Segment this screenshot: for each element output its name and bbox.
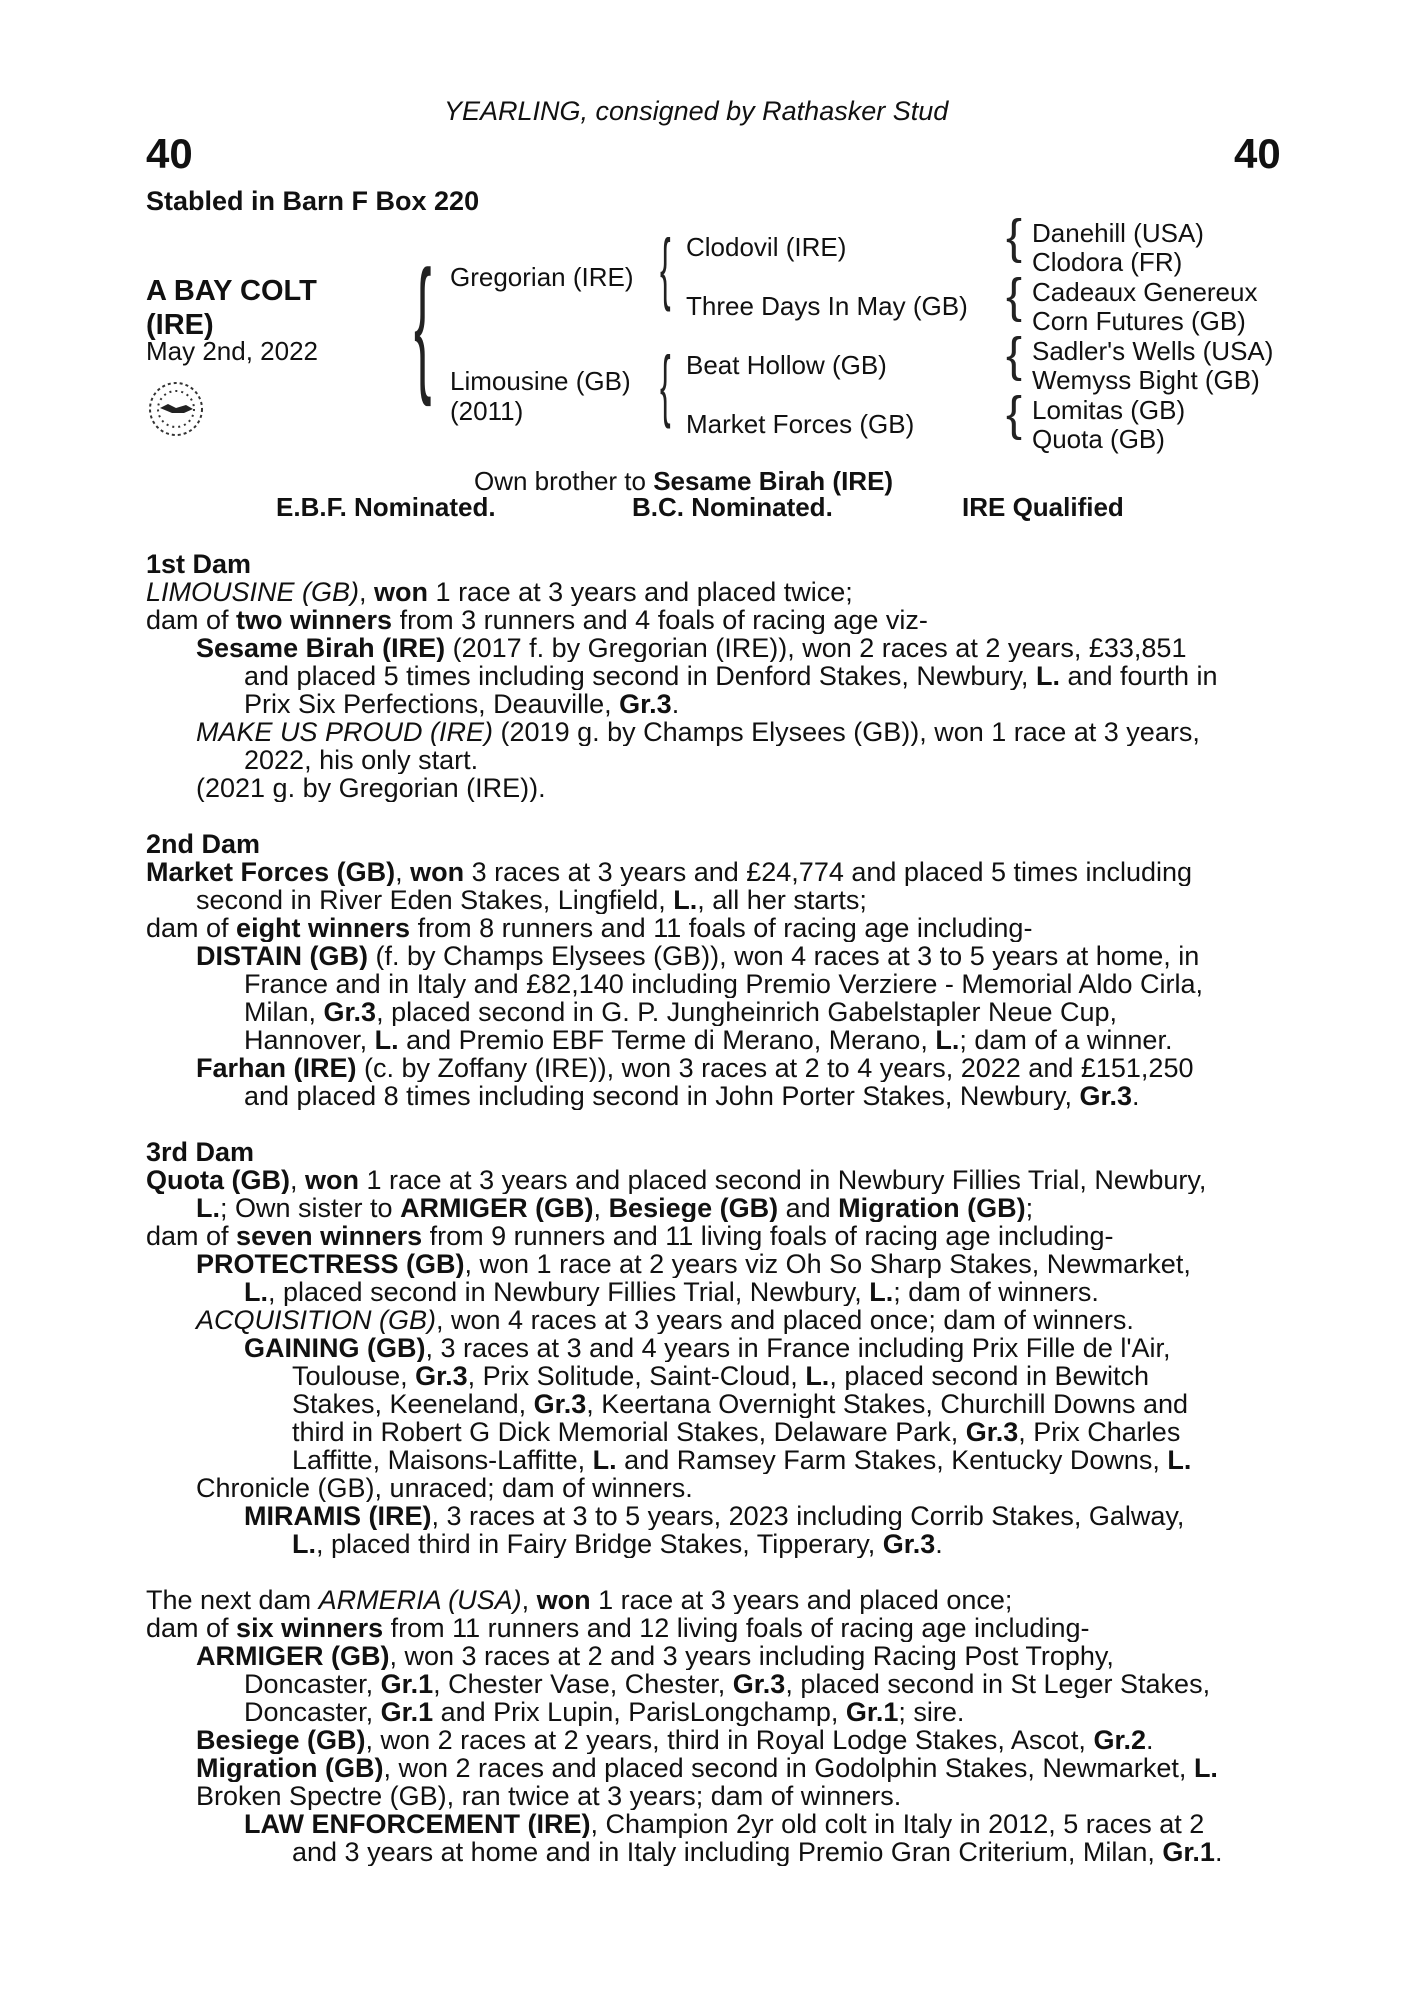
- first-dam-line: LIMOUSINE (GB), won 1 race at 3 years and placed twice;: [146, 578, 853, 606]
- granddam-4: Quota (GB): [1032, 424, 1165, 454]
- third-dam-summary: dam of seven winners from 9 runners and 11 living foals of racing age including-: [146, 1222, 1114, 1250]
- g-brace-4: {: [1006, 388, 1023, 441]
- granddam-3: Wemyss Bight (GB): [1032, 365, 1260, 395]
- pedigree-brace: {: [414, 239, 432, 407]
- produce-entry: ARMIGER (GB), won 3 races at 2 and 3 years including Racing Post Trophy,: [196, 1642, 1114, 1670]
- produce-entry: Sesame Birah (IRE) (2017 f. by Gregorian (IRE)), won 2 races at 2 years, £33,851: [196, 634, 1187, 662]
- produce-entry-cont: L., placed second in Newbury Fillies Trial, Newbury, L.; dam of winners.: [244, 1278, 1099, 1306]
- grandsire-3: Sadler's Wells (USA): [1032, 336, 1274, 366]
- third-dam-line-cont: L.; Own sister to ARMIGER (GB), Besiege (GB) and Migration (GB);: [196, 1194, 1034, 1222]
- produce-entry: DISTAIN (GB) (f. by Champs Elysees (GB)), won 4 races at 3 to 5 years at home, in: [196, 942, 1200, 970]
- produce-entry: Besiege (GB), won 2 races at 2 years, third in Royal Lodge Stakes, Ascot, Gr.2.: [196, 1726, 1154, 1754]
- second-dam-heading: 2nd Dam: [146, 829, 261, 859]
- produce-entry: Farhan (IRE) (c. by Zoffany (IRE)), won 3 races at 2 to 4 years, 2022 and £151,250: [196, 1054, 1194, 1082]
- produce-entry: Broken Spectre (GB), ran twice at 3 years; dam of winners.: [196, 1782, 902, 1810]
- second-dam-summary: dam of eight winners from 8 runners and 11 foals of racing age including-: [146, 914, 1033, 942]
- grandproduce-entry-cont: Stakes, Keeneland, Gr.3, Keertana Overnight Stakes, Churchill Downs and: [292, 1390, 1189, 1418]
- grandproduce-entry-cont: Laffitte, Maisons-Laffitte, L. and Ramsey Farm Stakes, Kentucky Downs, L.: [292, 1446, 1192, 1474]
- dam: Limousine (GB): [450, 366, 631, 396]
- bc-nominated: B.C. Nominated.: [632, 492, 833, 522]
- horse-name: A BAY COLT (IRE): [146, 275, 317, 341]
- ebf-nominated: E.B.F. Nominated.: [276, 492, 496, 522]
- produce-entry-cont: 2022, his only start.: [244, 746, 479, 774]
- g-brace-2: {: [1006, 270, 1023, 323]
- grandproduce-entry-cont: Toulouse, Gr.3, Prix Solitude, Saint-Cloud, L., placed second in Bewitch: [292, 1362, 1150, 1390]
- dam-brace: {: [660, 340, 671, 429]
- third-dam-heading: 3rd Dam: [146, 1137, 255, 1167]
- first-dam-heading: 1st Dam: [146, 549, 252, 579]
- produce-entry: PROTECTRESS (GB), won 1 race at 2 years viz Oh So Sharp Stakes, Newmarket,: [196, 1250, 1191, 1278]
- produce-entry: Chronicle (GB), unraced; dam of winners.: [196, 1474, 693, 1502]
- g-brace-1: {: [1006, 211, 1023, 264]
- grandproduce-entry-cont: and 3 years at home and in Italy including Premio Gran Criterium, Milan, Gr.1.: [292, 1838, 1223, 1866]
- second-dam-line: Market Forces (GB), won 3 races at 3 years and £24,774 and placed 5 times including: [146, 858, 1193, 886]
- grandsire-4: Lomitas (GB): [1032, 395, 1186, 425]
- produce-entry: MAKE US PROUD (IRE) (2019 g. by Champs Elysees (GB)), won 1 race at 3 years,: [196, 718, 1200, 746]
- grandsire-2: Cadeaux Genereux: [1032, 277, 1258, 307]
- second-dam-line-cont: second in River Eden Stakes, Lingfield, L., all her starts;: [196, 886, 867, 914]
- breeder-seal-icon: [146, 378, 206, 440]
- produce-entry: ACQUISITION (GB), won 4 races at 3 years and placed once; dam of winners.: [196, 1306, 1134, 1334]
- produce-entry-cont: Doncaster, Gr.1 and Prix Lupin, ParisLongchamp, Gr.1; sire.: [244, 1698, 965, 1726]
- produce-entry-cont: France and in Italy and £82,140 including Premio Verziere - Memorial Aldo Cirla,: [244, 970, 1203, 998]
- produce-entry-cont: and placed 5 times including second in Denford Stakes, Newbury, L. and fourth in: [244, 662, 1218, 690]
- produce-record: [146, 536, 1286, 1866]
- first-dam-summary: dam of two winners from 3 runners and 4 foals of racing age viz-: [146, 606, 928, 634]
- ire-qualified: IRE Qualified: [962, 492, 1124, 522]
- grandproduce-entry: LAW ENFORCEMENT (IRE), Champion 2yr old colt in Italy in 2012, 5 races at 2: [244, 1810, 1205, 1838]
- produce-entry: (2021 g. by Gregorian (IRE)).: [196, 774, 546, 802]
- sire-sire: Clodovil (IRE): [686, 232, 847, 262]
- grandproduce-entry: GAINING (GB), 3 races at 3 and 4 years in France including Prix Fille de l'Air,: [244, 1334, 1171, 1362]
- granddam-1: Clodora (FR): [1032, 247, 1183, 277]
- sire-brace: {: [660, 223, 671, 312]
- dam-sire: Beat Hollow (GB): [686, 350, 887, 380]
- third-dam-line: Quota (GB), won 1 race at 3 years and placed second in Newbury Fillies Trial, Newbury,: [146, 1166, 1207, 1194]
- next-dam-summary: dam of six winners from 11 runners and 12 living foals of racing age including-: [146, 1614, 1090, 1642]
- grandsire-1: Danehill (USA): [1032, 218, 1204, 248]
- next-dam-line: The next dam ARMERIA (USA), won 1 race at 3 years and placed once;: [146, 1586, 1013, 1614]
- sire: Gregorian (IRE): [450, 262, 634, 292]
- produce-entry: Migration (GB), won 2 races and placed second in Godolphin Stakes, Newmarket, L.: [196, 1754, 1218, 1782]
- produce-entry-cont: Prix Six Perfections, Deauville, Gr.3.: [244, 690, 680, 718]
- dam-year: (2011): [450, 396, 524, 426]
- g-brace-3: {: [1006, 329, 1023, 382]
- own-brother-note: Own brother to Sesame Birah (IRE): [474, 466, 894, 496]
- produce-entry-cont: Hannover, L. and Premio EBF Terme di Merano, Merano, L.; dam of a winner.: [244, 1026, 1173, 1054]
- lot-number-left: 40: [146, 130, 193, 177]
- stabling-info: Stabled in Barn F Box 220: [146, 186, 480, 216]
- foaling-date: May 2nd, 2022: [146, 336, 319, 366]
- catalogue-subtitle: YEARLING, consigned by Rathasker Stud: [444, 96, 949, 126]
- granddam-2: Corn Futures (GB): [1032, 306, 1246, 336]
- produce-entry-cont: Doncaster, Gr.1, Chester Vase, Chester, Gr.3, placed second in St Leger Stakes,: [244, 1670, 1211, 1698]
- sire-dam: Three Days In May (GB): [686, 291, 968, 321]
- grandproduce-entry-cont: L., placed third in Fairy Bridge Stakes, Tipperary, Gr.3.: [292, 1530, 943, 1558]
- produce-entry-cont: and placed 8 times including second in John Porter Stakes, Newbury, Gr.3.: [244, 1082, 1140, 1110]
- grandproduce-entry: MIRAMIS (IRE), 3 races at 3 to 5 years, 2023 including Corrib Stakes, Galway,: [244, 1502, 1185, 1530]
- grandproduce-entry-cont: third in Robert G Dick Memorial Stakes, Delaware Park, Gr.3, Prix Charles: [292, 1418, 1181, 1446]
- produce-entry-cont: Milan, Gr.3, placed second in G. P. Jungheinrich Gabelstapler Neue Cup,: [244, 998, 1118, 1026]
- dam-dam: Market Forces (GB): [686, 409, 915, 439]
- lot-number-right: 40: [1234, 130, 1281, 177]
